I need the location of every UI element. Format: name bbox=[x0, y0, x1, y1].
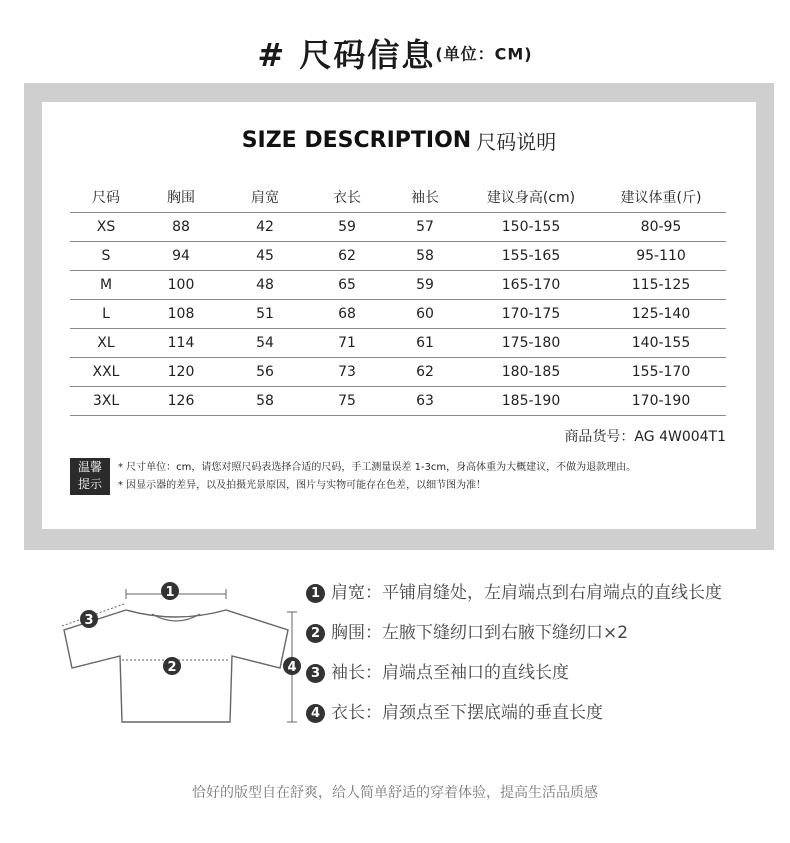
table-cell: 42 bbox=[220, 213, 310, 242]
table-cell: 115-125 bbox=[596, 271, 726, 300]
tips-line: * 尺寸单位：cm，请您对照尺码表选择合适的尺码，手工测量误差 1-3cm，身高体重为大概建议，不做为退款理由。 bbox=[118, 462, 637, 473]
marker-1-label: 1 bbox=[165, 585, 175, 600]
table-cell: 3XL bbox=[70, 387, 142, 416]
size-table bbox=[70, 182, 726, 416]
shirt-measurement-diagram bbox=[52, 572, 302, 742]
table-header-cell: 建议体重(斤) bbox=[596, 182, 726, 213]
tips-line: * 因显示器的差异，以及拍摄光景原因，图片与实物可能存在色差，以细节图为准！ bbox=[118, 480, 487, 491]
table-header-cell: 建议身高(cm) bbox=[466, 182, 596, 213]
legend-number: 3 bbox=[306, 664, 325, 683]
marker-3-label: 3 bbox=[84, 613, 94, 628]
table-cell: 63 bbox=[384, 387, 466, 416]
table-cell: 120 bbox=[142, 358, 220, 387]
table-row bbox=[70, 358, 726, 387]
table-cell: 57 bbox=[384, 213, 466, 242]
table-cell: 94 bbox=[142, 242, 220, 271]
table-header-cell: 袖长 bbox=[384, 182, 466, 213]
table-cell: 126 bbox=[142, 387, 220, 416]
table-cell: 185-190 bbox=[466, 387, 596, 416]
card-title-zh: 尺码说明 bbox=[476, 130, 557, 154]
tips-badge-line: 温馨 bbox=[77, 460, 102, 474]
card-title-en: SIZE DESCRIPTION bbox=[241, 128, 472, 153]
table-cell: 51 bbox=[220, 300, 310, 329]
table-cell: 62 bbox=[310, 242, 384, 271]
legend-text: 袖长：肩端点至袖口的直线长度 bbox=[331, 663, 569, 683]
table-cell: 65 bbox=[310, 271, 384, 300]
table-cell: L bbox=[70, 300, 142, 329]
table-cell: 73 bbox=[310, 358, 384, 387]
table-cell: 71 bbox=[310, 329, 384, 358]
table-cell: XXL bbox=[70, 358, 142, 387]
table-row bbox=[70, 329, 726, 358]
table-cell: XL bbox=[70, 329, 142, 358]
table-cell: 59 bbox=[384, 271, 466, 300]
table-cell: 108 bbox=[142, 300, 220, 329]
legend-item bbox=[306, 620, 722, 660]
table-header-cell: 胸围 bbox=[142, 182, 220, 213]
legend-number: 4 bbox=[306, 704, 325, 723]
table-cell: 54 bbox=[220, 329, 310, 358]
table-cell: 165-170 bbox=[466, 271, 596, 300]
table-cell: 48 bbox=[220, 271, 310, 300]
table-cell: 175-180 bbox=[466, 329, 596, 358]
table-cell: 150-155 bbox=[466, 213, 596, 242]
page-title bbox=[0, 30, 790, 76]
marker-4-label: 4 bbox=[287, 660, 297, 675]
table-header-row bbox=[70, 182, 726, 213]
table-cell: 100 bbox=[142, 271, 220, 300]
table-cell: 170-190 bbox=[596, 387, 726, 416]
legend-number: 1 bbox=[306, 584, 325, 603]
legend-text: 衣长：肩颈点至下摆底端的垂直长度 bbox=[331, 703, 603, 723]
table-cell: 75 bbox=[310, 387, 384, 416]
table-cell: 88 bbox=[142, 213, 220, 242]
card-title bbox=[42, 126, 756, 155]
table-cell: 62 bbox=[384, 358, 466, 387]
marker-2-label: 2 bbox=[167, 660, 177, 675]
table-cell: 125-140 bbox=[596, 300, 726, 329]
table-header-cell: 尺码 bbox=[70, 182, 142, 213]
legend-item bbox=[306, 660, 722, 700]
table-cell: 180-185 bbox=[466, 358, 596, 387]
table-row bbox=[70, 242, 726, 271]
table-row bbox=[70, 213, 726, 242]
table-cell: S bbox=[70, 242, 142, 271]
table-cell: 68 bbox=[310, 300, 384, 329]
table-cell: 155-165 bbox=[466, 242, 596, 271]
size-card bbox=[42, 102, 756, 529]
table-cell: 59 bbox=[310, 213, 384, 242]
legend-item bbox=[306, 700, 722, 740]
footer-slogan: 恰好的版型自在舒爽，给人简单舒适的穿着体验，提高生活品质感 bbox=[192, 785, 598, 801]
table-cell: XS bbox=[70, 213, 142, 242]
table-cell: M bbox=[70, 271, 142, 300]
page-title-unit: (单位：CM) bbox=[435, 44, 533, 64]
product-code: 商品货号：AG 4W004T1 bbox=[564, 429, 726, 445]
table-cell: 60 bbox=[384, 300, 466, 329]
table-cell: 155-170 bbox=[596, 358, 726, 387]
legend-number: 2 bbox=[306, 624, 325, 643]
tips-text bbox=[118, 459, 636, 495]
table-cell: 45 bbox=[220, 242, 310, 271]
page-title-main: # 尺码信息 bbox=[257, 36, 436, 74]
table-header-cell: 衣长 bbox=[310, 182, 384, 213]
tips-badge bbox=[70, 458, 110, 495]
table-cell: 95-110 bbox=[596, 242, 726, 271]
table-row bbox=[70, 387, 726, 416]
legend-item bbox=[306, 580, 722, 620]
table-cell: 170-175 bbox=[466, 300, 596, 329]
table-cell: 56 bbox=[220, 358, 310, 387]
table-cell: 58 bbox=[384, 242, 466, 271]
tips-badge-line: 提示 bbox=[77, 477, 102, 491]
table-cell: 80-95 bbox=[596, 213, 726, 242]
table-cell: 140-155 bbox=[596, 329, 726, 358]
measurement-legend bbox=[306, 580, 722, 740]
table-header-cell: 肩宽 bbox=[220, 182, 310, 213]
legend-text: 胸围：左腋下缝纫口到右腋下缝纫口×2 bbox=[331, 623, 629, 643]
legend-text: 肩宽：平铺肩缝处，左肩端点到右肩端点的直线长度 bbox=[331, 583, 722, 603]
table-cell: 61 bbox=[384, 329, 466, 358]
table-row bbox=[70, 300, 726, 329]
table-cell: 58 bbox=[220, 387, 310, 416]
table-row bbox=[70, 271, 726, 300]
table-cell: 114 bbox=[142, 329, 220, 358]
